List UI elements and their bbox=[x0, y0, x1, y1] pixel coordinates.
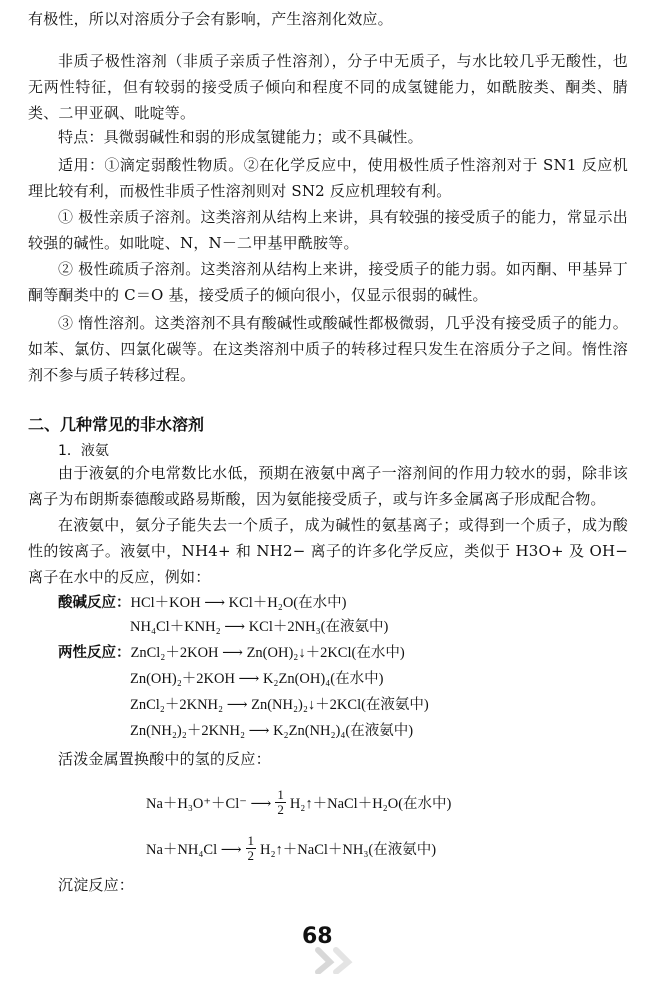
paragraph-features: 特点：具微弱碱性和弱的形成氢键能力；或不具碱性。 bbox=[58, 128, 423, 146]
acid-base-label: 酸碱反应： bbox=[58, 595, 131, 611]
paragraph-1: 有极性，所以对溶质分子会有影响，产生溶剂化效应。 bbox=[28, 10, 393, 28]
page-number: 68 bbox=[302, 924, 333, 949]
frac-eq-left: Na＋NH₄Cl ⟶ bbox=[146, 842, 242, 858]
fraction-denominator: 2 bbox=[247, 848, 255, 863]
paragraph-usage: 适用：①滴定弱酸性物质。②在化学反应中，使用极性质子性溶剂对于 SN1 反应机理比较有利，而极性非质子性溶剂则对 SN2 反应机理较有利。 bbox=[28, 156, 628, 200]
paragraph-precipitation: 沉淀反应： bbox=[58, 876, 135, 894]
paragraph-protophilic: ① 极性亲质子溶剂。这类溶剂从结构上来讲，具有较强的接受质子的能力，常显示出较强的碱性。如吡啶、N，N－二甲基甲酰胺等。 bbox=[28, 208, 628, 252]
paragraph-inert: ③ 惰性溶剂。这类溶剂不具有酸碱性或酸碱性都极微弱，几乎没有接受质子的能力。如苯、氯仿、四氯化碳等。在这类溶剂中质子的转移过程只发生在溶质分子之间。惰性溶剂不参与质子转移过程。 bbox=[28, 314, 628, 384]
chevron-watermark-icon bbox=[314, 946, 354, 974]
fraction-half bbox=[246, 834, 257, 863]
equation-acid-base-2: NH₄Cl＋KNH₂ ⟶ KCl＋2NH₃(在液氨中) bbox=[130, 619, 389, 635]
amphoteric-label: 两性反应： bbox=[58, 645, 131, 661]
equation-amphoteric-2: Zn(OH)₂＋2KOH ⟶ K₂Zn(OH)₄(在水中) bbox=[130, 671, 384, 687]
equation-fraction-1 bbox=[146, 788, 451, 817]
equation-fraction-2 bbox=[146, 834, 436, 863]
equation-acid-base-1 bbox=[58, 592, 346, 614]
paragraph-protophobic: ② 极性疏质子溶剂。这类溶剂从结构上来讲，接受质子的能力弱。如丙酮、甲基异丁酮等酮类中的 C＝O 基，接受质子的倾向很小，仅显示很弱的碱性。 bbox=[28, 260, 628, 304]
fraction-numerator: 1 bbox=[247, 833, 255, 848]
paragraph-aprotic: 非质子极性溶剂（非质子亲质子性溶剂），分子中无质子，与水比较几乎无酸性，也无两性特征，但有较弱的接受质子倾向和程度不同的成氢键能力，如酰胺类、酮类、腈类、二甲亚砜、吡啶等。 bbox=[28, 52, 628, 122]
paragraph-ammonia-dielectric: 由于液氨的介电常数比水低，预期在液氨中离子一溶剂间的作用力较水的弱，除非该离子为布朗斯泰德酸或路易斯酸，因为氨能接受质子，或与许多金属离子形成配合物。 bbox=[28, 464, 628, 508]
equation-amphoteric-3: ZnCl₂＋2KNH₂ ⟶ Zn(NH₂)₂↓＋2KCl(在液氨中) bbox=[130, 697, 429, 713]
equation-text: HCl＋KOH ⟶ KCl＋H₂O(在水中) bbox=[130, 595, 347, 611]
fraction-numerator: 1 bbox=[277, 787, 284, 802]
fraction-half bbox=[275, 788, 286, 817]
section-heading: 二、几种常见的非水溶剂 bbox=[28, 415, 205, 434]
equation-amphoteric-4: Zn(NH₂)₂＋2KNH₂ ⟶ K₂Zn(NH₂)₄(在液氨中) bbox=[130, 723, 414, 739]
frac-eq-right: H₂↑＋NaCl＋NH₃(在液氨中) bbox=[260, 842, 437, 858]
subheading-liquid-ammonia: 1．液氨 bbox=[58, 443, 109, 459]
frac-eq-left: Na＋H₃O⁺＋Cl⁻ ⟶ bbox=[146, 796, 272, 812]
paragraph-metal-displacement: 活泼金属置换酸中的氢的反应： bbox=[58, 750, 271, 768]
equation-amphoteric-1 bbox=[58, 642, 405, 664]
fraction-denominator: 2 bbox=[277, 802, 284, 817]
paragraph-ammonia-ions: 在液氨中，氨分子能失去一个质子，成为碱性的氨基离子；或得到一个质子，成为酸性的铵离子。液氨中，NH4+ 和 NH2− 离子的许多化学反应，类似于 H3O+ 及 OH− 离子在水中的反应，例如： bbox=[28, 516, 628, 586]
frac-eq-right: H₂↑＋NaCl＋H₂O(在水中) bbox=[289, 796, 452, 812]
equation-text: ZnCl₂＋2KOH ⟶ Zn(OH)₂↓＋2KCl(在水中) bbox=[130, 645, 405, 661]
